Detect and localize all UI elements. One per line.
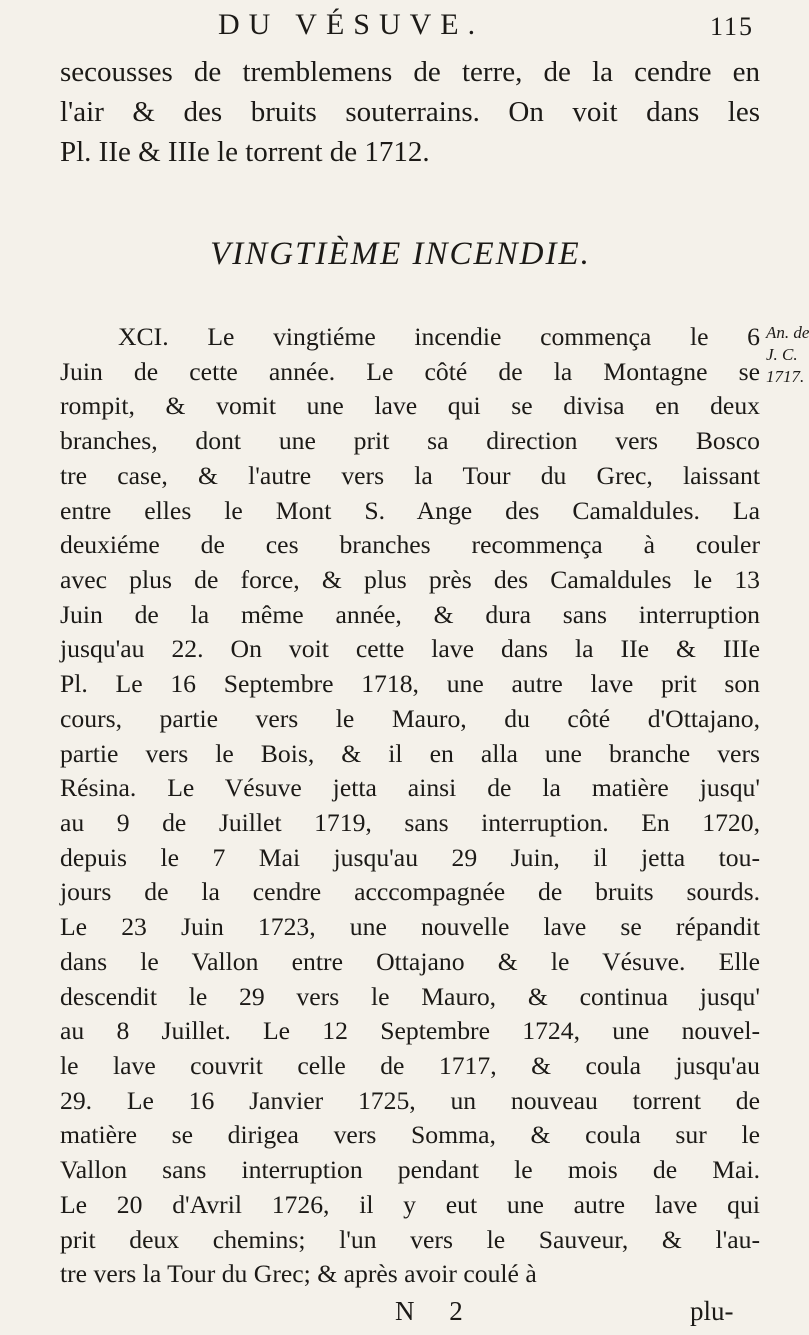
- text-line: Le 20 d'Avril 1726, il y eut une autre lave qui: [60, 1189, 760, 1219]
- catchword: plu-: [690, 1296, 734, 1326]
- margin-note-line: J. C.: [766, 345, 798, 364]
- section-title: VINGTIÈME INCENDIE.: [210, 236, 591, 272]
- text-line: depuis le 7 Mai jusqu'au 29 Juin, il jetta tou-: [60, 842, 760, 872]
- text-line: Le 23 Juin 1723, une nouvelle lave se répandit: [60, 912, 760, 942]
- text-line: deuxiéme de ces branches recommença à couler: [60, 530, 760, 560]
- text-line: Juin de la même année, & dura sans interruption: [60, 599, 760, 629]
- text-line: cours, partie vers le Mauro, du côté d'Ottajano,: [60, 703, 760, 733]
- text-line: rompit, & vomit une lave qui se divisa en deux: [60, 391, 760, 421]
- text-line: branches, dont une prit sa direction vers Bosco: [60, 426, 760, 456]
- text-line: secousses de tremblemens de terre, de la cendre en: [60, 56, 760, 88]
- text-line: Résina. Le Vésuve jetta ainsi de la matière jusqu': [60, 773, 760, 803]
- margin-note-line: 1717.: [766, 367, 805, 386]
- text-line: jours de la cendre acccompagnée de bruits sourds.: [60, 877, 760, 907]
- text-line: jusqu'au 22. On voit cette lave dans la IIe & IIIe: [60, 634, 760, 664]
- page-number: 115: [709, 12, 754, 41]
- text-line: entre elles le Mont S. Ange des Camaldules. La: [60, 495, 760, 525]
- text-line: matière se dirigea vers Somma, & coula sur le: [60, 1120, 760, 1150]
- signature-mark: N 2: [395, 1296, 477, 1326]
- text-line: prit deux chemins; l'un vers le Sauveur, & l'au-: [60, 1224, 760, 1254]
- running-title: DU VÉSUVE.: [218, 8, 485, 41]
- margin-note-line: An. de: [766, 323, 809, 342]
- text-line: au 9 de Juillet 1719, sans interruption. En 1720,: [60, 808, 760, 837]
- text-line: XCI. Le vingtiéme incendie commença le 6: [118, 322, 760, 351]
- text-line: le lave couvrit celle de 1717, & coula jusqu'au: [60, 1051, 760, 1080]
- text-line: Pl. Le 16 Septembre 1718, une autre lave prit son: [60, 669, 760, 699]
- text-line: Pl. IIe & IIIe le torrent de 1712.: [60, 136, 430, 168]
- text-line: Vallon sans interruption pendant le mois de Mai.: [60, 1155, 760, 1185]
- text-line: 29. Le 16 Janvier 1725, un nouveau torrent de: [60, 1085, 760, 1115]
- text-line: descendit le 29 vers le Mauro, & continua jusqu': [60, 981, 760, 1011]
- text-line: tre case, & l'autre vers la Tour du Grec, laissant: [60, 460, 760, 490]
- text-line: dans le Vallon entre Ottajano & le Vésuve. Elle: [60, 946, 760, 976]
- text-line: l'air & des bruits souterrains. On voit dans les: [60, 96, 760, 128]
- text-line: avec plus de force, & plus près des Camaldules le 13: [60, 565, 760, 594]
- text-line: tre vers la Tour du Grec; & après avoir coulé à: [60, 1259, 537, 1289]
- text-line: partie vers le Bois, & il en alla une branche vers: [60, 738, 760, 768]
- text-line: Juin de cette année. Le côté de la Montagne se: [60, 356, 760, 386]
- running-head: [60, 8, 760, 48]
- text-line: au 8 Juillet. Le 12 Septembre 1724, une nouvel-: [60, 1016, 760, 1046]
